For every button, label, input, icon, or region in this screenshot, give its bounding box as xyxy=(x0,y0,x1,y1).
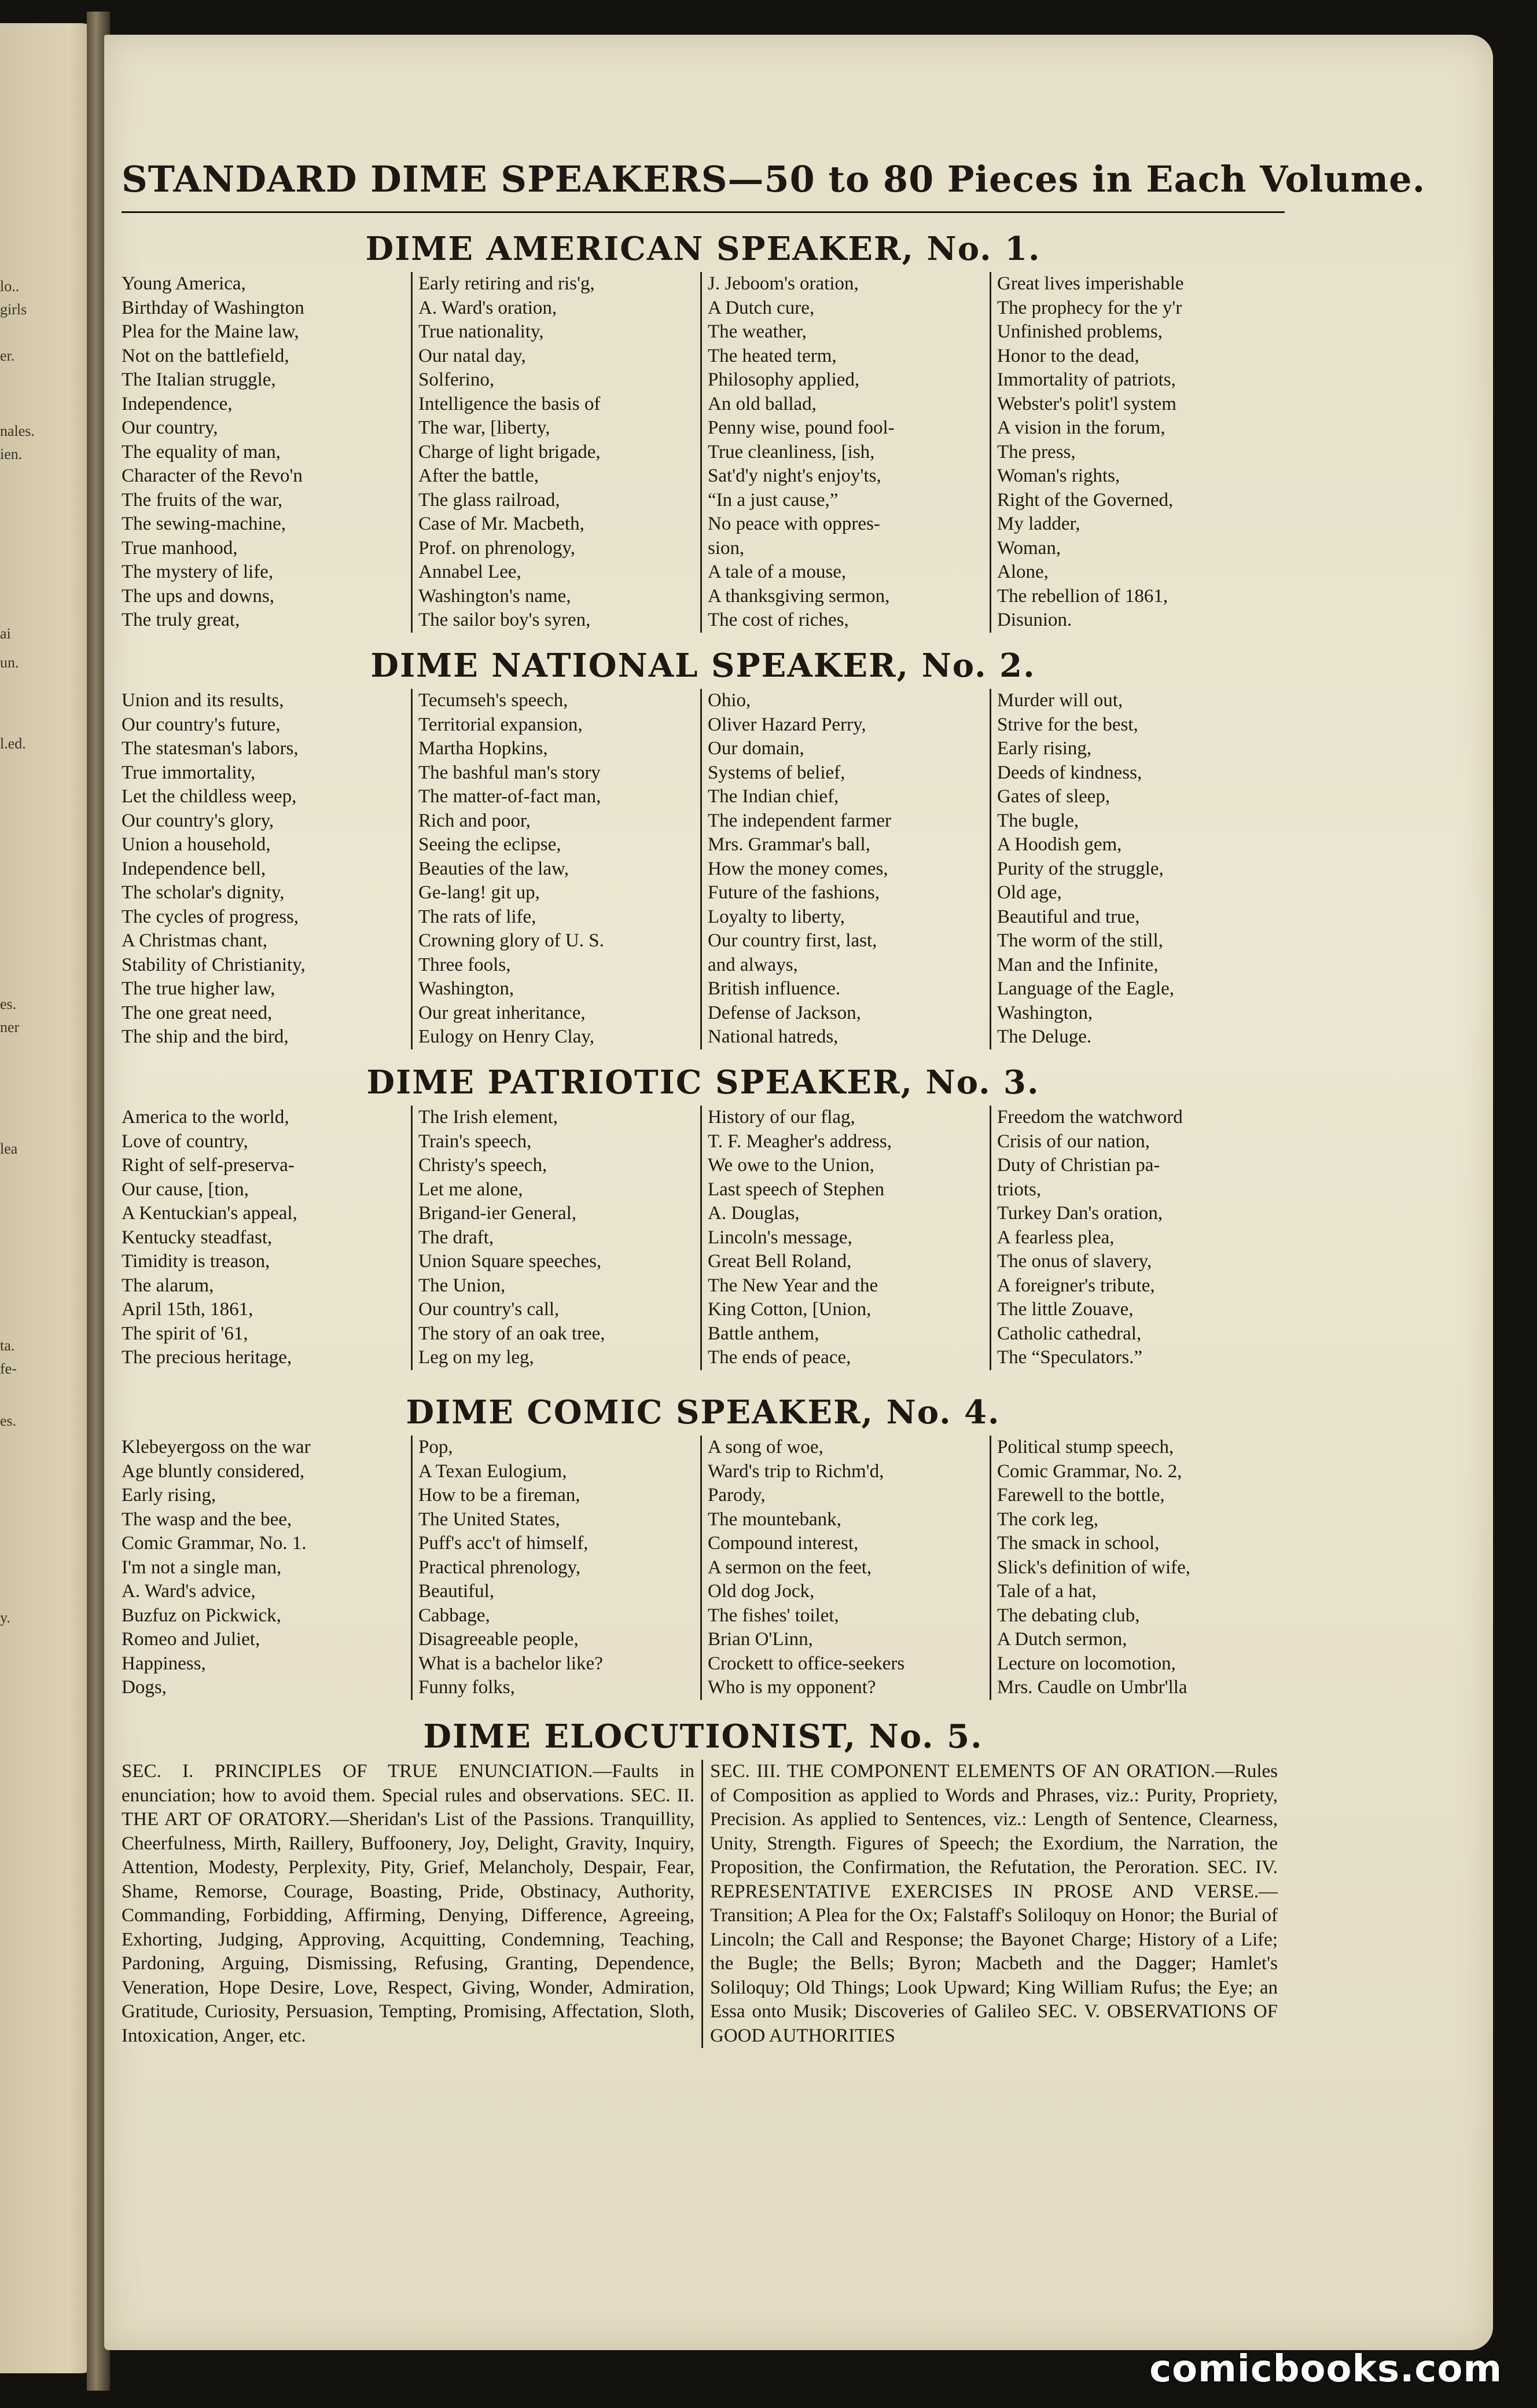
speech-title: The glass railroad, xyxy=(418,489,560,511)
speech-title: British influence. xyxy=(708,978,841,999)
speech-title: The United States, xyxy=(418,1508,560,1530)
speech-title: Ge-lang! git up, xyxy=(418,882,540,903)
speech-title: T. F. Meagher's address, xyxy=(708,1130,892,1152)
speech-title: Young America, xyxy=(122,273,246,294)
speech-title: The heated term, xyxy=(708,345,837,366)
speech-title: Leg on my leg, xyxy=(418,1347,534,1368)
speech-title: The bashful man's story xyxy=(418,762,601,783)
speech-title: Territorial expansion, xyxy=(418,714,583,735)
speech-title: Buzfuz on Pickwick, xyxy=(122,1605,281,1626)
speech-title: Prof. on phrenology, xyxy=(418,537,575,559)
title-column xyxy=(122,689,411,1049)
speech-title: Christy's speech, xyxy=(418,1155,547,1176)
facing-page-fragment: ai xyxy=(0,625,11,642)
elocutionist-right-column: SEC. III. THE COMPONENT ELEMENTS OF AN ORATION.—Rules of Composition as applied to Words and Phrases, viz.: Purity, Propriety, Precision. As applied to Sentences, viz.: Length of Sentence, Clearness, Unity, Strength. Figures of Speech; the Exordium, the Narration, the Proposition, the Confirmation, the Refutation, the Peroration. SEC. IV. REPRESENTATIVE EXERCISES IN PROSE AND VERSE.—Transition; A Plea for the Ox; Falstaff's Soliloquy on Honor; the Burial of Lincoln; the Call and Response; the Bayonet Charge; History of a Life; the Bugle; the Bells; Byron; Macbeth and the Dagger; Hamlet's Soliloquy; Old Things; Look Upward; King William Rufus; the Eye; an Essa onto Musik; Discoveries of Galileo SEC. V. OBSERVATIONS OF GOOD AUTHORITIES xyxy=(710,1761,1278,2046)
speech-title: Political stump speech, xyxy=(997,1437,1174,1458)
speech-title: The onus of slavery, xyxy=(997,1251,1152,1272)
speech-title: Independence, xyxy=(122,393,233,414)
speech-title: The Italian struggle, xyxy=(122,369,276,390)
speech-title: Brigand-ier General, xyxy=(418,1203,577,1224)
title-column xyxy=(411,272,700,633)
speech-title: Union and its results, xyxy=(122,690,284,711)
facing-page-fragment: lea xyxy=(0,1140,18,1157)
section-american-speaker xyxy=(122,226,1285,633)
speech-title: Seeing the eclipse, xyxy=(418,834,561,855)
facing-page-edge xyxy=(0,23,98,2373)
speech-title: A Christmas chant, xyxy=(122,930,268,951)
speech-title: Parody, xyxy=(708,1485,766,1506)
speech-title: The Deluge. xyxy=(997,1026,1092,1047)
facing-page-fragment: lo.. xyxy=(0,278,20,295)
facing-page-fragment: ien. xyxy=(0,446,23,462)
title-column xyxy=(990,689,1279,1049)
speech-title: True nationality, xyxy=(418,321,544,342)
speech-title: The one great need, xyxy=(122,1002,273,1023)
speech-title: Washington, xyxy=(997,1002,1093,1023)
speech-title: “In a just cause,” xyxy=(708,489,839,511)
speech-title: The ups and downs, xyxy=(122,585,274,607)
speech-title: A Hoodish gem, xyxy=(997,834,1122,855)
title-column xyxy=(990,1436,1279,1700)
speech-title: Right of self-preserva- xyxy=(122,1155,295,1176)
speech-title: The rats of life, xyxy=(418,906,536,927)
speech-title: The precious heritage, xyxy=(122,1347,292,1368)
elocutionist-left-column: SEC. I. PRINCIPLES OF TRUE ENUNCIATION.—Faults in enunciation; how to avoid them. Special rules and observations. SEC. II. THE ART OF ORATORY.—Sheridan's List of the Passions. Tranquillity, Cheerfulness, Mirth, Raillery, Buffoonery, Joy, Delight, Gravity, Inquiry, Attention, Modesty, Perplexity, Pity, Grief, Melancholy, Despair, Fear, Shame, Remorse, Courage, Boasting, Pride, Obstinacy, Authority, Commanding, Forbidding, Affirming, Denying, Difference, Agreeing, Exhorting, Judging, Approving, Acquitting, Condemning, Teaching, Pardoning, Arguing, Dismissing, Refusing, Granting, Dependence, Veneration, Hope Desire, Love, Respect, Giving, Wonder, Admiration, Gratitude, Curiosity, Persuasion, Tempting, Promising, Affectation, Sloth, Intoxication, Anger, etc. xyxy=(122,1760,703,2048)
title-column xyxy=(122,1106,411,1370)
speech-title: Martha Hopkins, xyxy=(418,738,548,759)
speech-title: Love of country, xyxy=(122,1130,248,1152)
speech-title: Washington's name, xyxy=(418,585,571,607)
speech-title: Penny wise, pound fool- xyxy=(708,417,895,438)
section-comic-speaker xyxy=(122,1389,1285,1700)
speech-title: Pop, xyxy=(418,1437,453,1458)
speech-title: Disagreeable people, xyxy=(418,1629,579,1650)
speech-title: Union Square speeches, xyxy=(418,1251,602,1272)
title-column xyxy=(700,1106,990,1370)
title-column xyxy=(700,689,990,1049)
speech-title: Mrs. Grammar's ball, xyxy=(708,834,870,855)
speech-title: The Irish element, xyxy=(418,1107,558,1128)
speech-title: America to the world, xyxy=(122,1107,289,1128)
speech-title: Immortality of patriots, xyxy=(997,369,1176,390)
speech-title: The matter-of-fact man, xyxy=(418,786,601,807)
speech-title: Solferino, xyxy=(418,369,495,390)
speech-title: Our natal day, xyxy=(418,345,526,366)
speech-title: Age bluntly considered, xyxy=(122,1460,305,1482)
speech-title: Dogs, xyxy=(122,1677,167,1698)
title-column xyxy=(122,1436,411,1700)
speech-title: Unfinished problems, xyxy=(997,321,1163,342)
speech-title: J. Jeboom's oration, xyxy=(708,273,859,294)
speech-title: After the battle, xyxy=(418,465,539,486)
speech-title: Purity of the struggle, xyxy=(997,858,1164,879)
speech-title: A Texan Eulogium, xyxy=(418,1460,567,1482)
speech-title: Our great inheritance, xyxy=(418,1002,586,1023)
speech-title: The little Zouave, xyxy=(997,1299,1134,1320)
speech-title: The Union, xyxy=(418,1275,506,1296)
speech-title: The ship and the bird, xyxy=(122,1026,289,1047)
speech-title: The story of an oak tree, xyxy=(418,1323,605,1344)
speech-title: Mrs. Caudle on Umbr'lla xyxy=(997,1677,1187,1698)
speech-title: Tecumseh's speech, xyxy=(418,690,568,711)
speech-title: Comic Grammar, No. 2, xyxy=(997,1460,1182,1482)
speech-title: The sewing-machine, xyxy=(122,513,286,534)
speech-title: Our country, xyxy=(122,417,218,438)
title-column xyxy=(411,1106,700,1370)
speech-title: Tale of a hat, xyxy=(997,1581,1097,1602)
speech-title: A. Ward's advice, xyxy=(122,1581,256,1602)
section-national-speaker xyxy=(122,643,1285,1049)
facing-page-fragment: girls xyxy=(0,301,27,318)
speech-title: How to be a fireman, xyxy=(418,1485,580,1506)
speech-title: Battle anthem, xyxy=(708,1323,819,1344)
speech-title: Beauties of the law, xyxy=(418,858,569,879)
speech-title: True immortality, xyxy=(122,762,256,783)
speech-title: A Kentuckian's appeal, xyxy=(122,1203,297,1224)
speech-title: King Cotton, [Union, xyxy=(708,1299,872,1320)
speech-title: Language of the Eagle, xyxy=(997,978,1175,999)
speech-title: A song of woe, xyxy=(708,1437,823,1458)
speech-title: Old age, xyxy=(997,882,1062,903)
speech-title: History of our flag, xyxy=(708,1107,855,1128)
speech-title: Character of the Revo'n xyxy=(122,465,303,486)
speech-title: Woman, xyxy=(997,537,1061,559)
speech-title: The wasp and the bee, xyxy=(122,1508,292,1530)
speech-title: Funny folks, xyxy=(418,1677,515,1698)
speech-title: Train's speech, xyxy=(418,1130,532,1152)
speech-title: Cabbage, xyxy=(418,1605,490,1626)
speech-title: Crockett to office-seekers xyxy=(708,1653,905,1674)
speech-title: The rebellion of 1861, xyxy=(997,585,1168,607)
speech-title: Our country first, last, xyxy=(708,930,877,951)
speech-title: Let me alone, xyxy=(418,1179,523,1200)
speech-title: The spirit of '61, xyxy=(122,1323,248,1344)
speech-title: The mountebank, xyxy=(708,1508,841,1530)
speech-title: A fearless plea, xyxy=(997,1227,1115,1248)
speech-title: Old dog Jock, xyxy=(708,1581,815,1602)
speech-title: The weather, xyxy=(708,321,807,342)
speech-title: The alarum, xyxy=(122,1275,214,1296)
speech-title: The statesman's labors, xyxy=(122,738,299,759)
speech-title: Honor to the dead, xyxy=(997,345,1139,366)
speech-title: Catholic cathedral, xyxy=(997,1323,1142,1344)
speech-title: The fruits of the war, xyxy=(122,489,283,511)
speech-title: Disunion. xyxy=(997,610,1072,630)
speech-title: Rich and poor, xyxy=(418,810,531,831)
speech-title: Early retiring and ris'g, xyxy=(418,273,595,294)
speech-title: No peace with oppres- xyxy=(708,513,880,534)
speech-title: True manhood, xyxy=(122,537,238,559)
speech-title: The cost of riches, xyxy=(708,610,849,630)
speech-title: Crowning glory of U. S. xyxy=(418,930,604,951)
speech-title: Three fools, xyxy=(418,954,511,975)
facing-page-fragment: er. xyxy=(0,347,15,364)
speech-title: Lincoln's message, xyxy=(708,1227,852,1248)
speech-title: The war, [liberty, xyxy=(418,417,550,438)
speech-title: Oliver Hazard Perry, xyxy=(708,714,866,735)
speech-title: Happiness, xyxy=(122,1653,206,1674)
speech-title: Who is my opponent? xyxy=(708,1677,876,1698)
speech-title: A thanksgiving sermon, xyxy=(708,585,890,607)
speech-title: Independence bell, xyxy=(122,858,266,879)
speech-title: The mystery of life, xyxy=(122,561,274,582)
facing-page-fragment: es. xyxy=(0,1412,17,1429)
section-title: DIME COMIC SPEAKER, No. 4. xyxy=(406,1393,1001,1431)
speech-title: Eulogy on Henry Clay, xyxy=(418,1026,594,1047)
speech-title: The smack in school, xyxy=(997,1533,1160,1554)
facing-page-fragment: es. xyxy=(0,996,17,1012)
speech-title: The cork leg, xyxy=(997,1508,1099,1530)
speech-title: Slick's definition of wife, xyxy=(997,1557,1191,1578)
speech-title: triots, xyxy=(997,1179,1042,1200)
site-watermark: comicbooks.com xyxy=(1149,2348,1502,2391)
speech-title: A vision in the forum, xyxy=(997,417,1165,438)
speech-title: Defense of Jackson, xyxy=(708,1002,861,1023)
speech-title: Our country's call, xyxy=(418,1299,560,1320)
speech-title: Beautiful, xyxy=(418,1581,495,1602)
speech-title: National hatreds, xyxy=(708,1026,839,1047)
speech-title: Compound interest, xyxy=(708,1533,859,1554)
title-column xyxy=(122,272,411,633)
speech-title: Kentucky steadfast, xyxy=(122,1227,273,1248)
speech-title: Timidity is treason, xyxy=(122,1251,270,1272)
facing-page-fragment: un. xyxy=(0,654,19,671)
speech-title: Alone, xyxy=(997,561,1049,582)
speech-title: Our domain, xyxy=(708,738,804,759)
speech-title: The scholar's dignity, xyxy=(122,882,285,903)
speech-title: Lecture on locomotion, xyxy=(997,1653,1176,1674)
speech-title: The draft, xyxy=(418,1227,494,1248)
speech-title: The fishes' toilet, xyxy=(708,1605,839,1626)
speech-title: Our cause, [tion, xyxy=(122,1179,249,1200)
speech-title: How the money comes, xyxy=(708,858,888,879)
speech-title: Strive for the best, xyxy=(997,714,1138,735)
speech-title: Our country's future, xyxy=(122,714,281,735)
speech-title: The worm of the still, xyxy=(997,930,1163,951)
speech-title: Beautiful and true, xyxy=(997,906,1140,927)
facing-page-fragment: y. xyxy=(0,1609,10,1626)
speech-title: The New Year and the xyxy=(708,1275,878,1296)
speech-title: Ward's trip to Richm'd, xyxy=(708,1460,884,1482)
speech-title: A foreigner's tribute, xyxy=(997,1275,1155,1296)
title-column xyxy=(411,1436,700,1700)
speech-title: The “Speculators.” xyxy=(997,1347,1143,1368)
speech-title: Case of Mr. Macbeth, xyxy=(418,513,584,534)
section-patriotic-speaker xyxy=(122,1059,1285,1370)
speech-title: What is a bachelor like? xyxy=(418,1653,603,1674)
speech-title: sion, xyxy=(708,537,745,559)
speech-title: Man and the Infinite, xyxy=(997,954,1159,975)
speech-title: Deeds of kindness, xyxy=(997,762,1142,783)
speech-title: An old ballad, xyxy=(708,393,817,414)
speech-title: Duty of Christian pa- xyxy=(997,1155,1160,1176)
section-title: DIME NATIONAL SPEAKER, No. 2. xyxy=(370,647,1036,685)
section-title: DIME PATRIOTIC SPEAKER, No. 3. xyxy=(366,1063,1040,1102)
speech-title: The press, xyxy=(997,441,1076,462)
facing-page-fragment: ta. xyxy=(0,1337,15,1354)
speech-title: Loyalty to liberty, xyxy=(708,906,845,927)
page-header: STANDARD DIME SPEAKERS—50 to 80 Pieces in Each Volume. xyxy=(122,148,1285,213)
speech-title: The ends of peace, xyxy=(708,1347,851,1368)
speech-title: and always, xyxy=(708,954,798,975)
speech-title: April 15th, 1861, xyxy=(122,1299,253,1320)
speech-title: Annabel Lee, xyxy=(418,561,521,582)
speech-title: The bugle, xyxy=(997,810,1079,831)
title-column xyxy=(700,1436,990,1700)
catalog-page xyxy=(104,35,1493,2350)
section-title: DIME ELOCUTIONIST, No. 5. xyxy=(423,1717,983,1756)
speech-title: Romeo and Juliet, xyxy=(122,1629,260,1650)
speech-title: Turkey Dan's oration, xyxy=(997,1203,1163,1224)
speech-title: Great Bell Roland, xyxy=(708,1251,852,1272)
facing-page-fragment: fe- xyxy=(0,1360,17,1377)
speech-title: A sermon on the feet, xyxy=(708,1557,872,1578)
speech-title: The prophecy for the y'r xyxy=(997,297,1182,318)
speech-title: The equality of man, xyxy=(122,441,281,462)
speech-title: Practical phrenology, xyxy=(418,1557,581,1578)
speech-title: A Dutch cure, xyxy=(708,297,815,318)
speech-title: Murder will out, xyxy=(997,690,1123,711)
speech-title: Union a household, xyxy=(122,834,271,855)
speech-title: Right of the Governed, xyxy=(997,489,1174,511)
facing-page-fragment: nales. xyxy=(0,423,35,439)
speech-title: Great lives imperishable xyxy=(997,273,1184,294)
speech-title: I'm not a single man, xyxy=(122,1557,282,1578)
speech-title: A. Ward's oration, xyxy=(418,297,557,318)
facing-page-fragment: ner xyxy=(0,1019,20,1036)
speech-title: A. Douglas, xyxy=(708,1203,800,1224)
speech-title: Charge of light brigade, xyxy=(418,441,601,462)
title-column xyxy=(990,1106,1279,1370)
speech-title: Intelligence the basis of xyxy=(418,393,601,414)
speech-title: Farewell to the bottle, xyxy=(997,1485,1165,1506)
speech-title: Crisis of our nation, xyxy=(997,1130,1150,1152)
speech-title: The sailor boy's syren, xyxy=(418,610,591,630)
speech-title: My ladder, xyxy=(997,513,1080,534)
section-elocutionist xyxy=(122,1713,1285,2048)
speech-title: The Indian chief, xyxy=(708,786,839,807)
speech-title: Systems of belief, xyxy=(708,762,845,783)
speech-title: Last speech of Stephen xyxy=(708,1179,885,1200)
speech-title: The cycles of progress, xyxy=(122,906,299,927)
speech-title: We owe to the Union, xyxy=(708,1155,874,1176)
section-title: DIME AMERICAN SPEAKER, No. 1. xyxy=(365,230,1041,268)
speech-title: Our country's glory, xyxy=(122,810,274,831)
speech-title: Early rising, xyxy=(997,738,1092,759)
speech-title: Philosophy applied, xyxy=(708,369,860,390)
title-column xyxy=(990,272,1279,633)
speech-title: Gates of sleep, xyxy=(997,786,1111,807)
speech-title: Brian O'Linn, xyxy=(708,1629,813,1650)
speech-title: Sat'd'y night's enjoy'ts, xyxy=(708,465,881,486)
speech-title: A tale of a mouse, xyxy=(708,561,847,582)
speech-title: Washington, xyxy=(418,978,514,999)
speech-title: Early rising, xyxy=(122,1485,216,1506)
speech-title: Stability of Christianity, xyxy=(122,954,306,975)
speech-title: The independent farmer xyxy=(708,810,892,831)
speech-title: True cleanliness, [ish, xyxy=(708,441,875,462)
speech-title: The truly great, xyxy=(122,610,240,630)
speech-title: A Dutch sermon, xyxy=(997,1629,1127,1650)
speech-title: Not on the battlefield, xyxy=(122,345,289,366)
speech-title: Ohio, xyxy=(708,690,751,711)
speech-title: Birthday of Washington xyxy=(122,297,304,318)
facing-page-fragment: l.ed. xyxy=(0,735,26,752)
speech-title: Woman's rights, xyxy=(997,465,1120,486)
speech-title: Puff's acc't of himself, xyxy=(418,1533,589,1554)
speech-title: Plea for the Maine law, xyxy=(122,321,299,342)
speech-title: The true higher law, xyxy=(122,978,275,999)
speech-title: Freedom the watchword xyxy=(997,1107,1183,1128)
speech-title: Webster's polit'l system xyxy=(997,393,1176,414)
title-column xyxy=(411,689,700,1049)
speech-title: Let the childless weep, xyxy=(122,786,297,807)
speech-title: Klebeyergoss on the war xyxy=(122,1437,311,1458)
speech-title: Comic Grammar, No. 1. xyxy=(122,1533,307,1554)
speech-title: Future of the fashions, xyxy=(708,882,880,903)
speech-title: The debating club, xyxy=(997,1605,1140,1626)
title-column xyxy=(700,272,990,633)
